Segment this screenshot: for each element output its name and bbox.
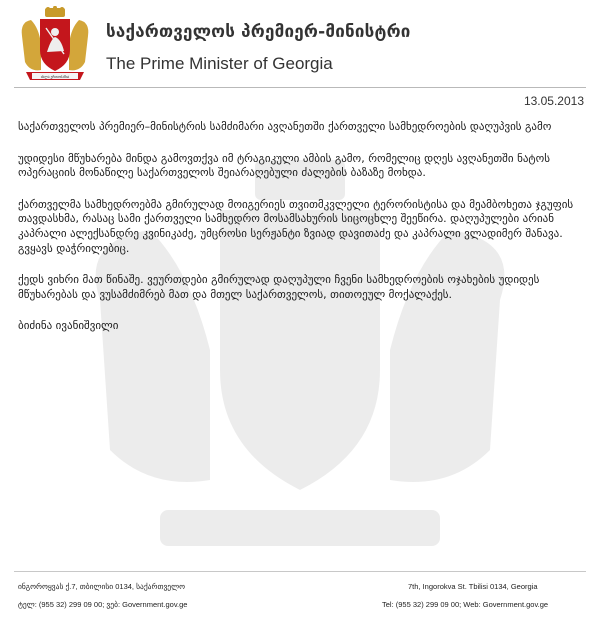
document-title: საქართველოს პრემიერ–მინისტრის სამძიმარი ავღანეთში ქართველი სამხედროების დაღუპვის გამო [18,120,552,133]
footer-divider [14,571,586,572]
title-georgian: საქართველოს პრემიერ-მინისტრი [106,22,411,42]
letterhead [0,0,600,90]
header-divider [14,87,586,88]
footer-contacts-georgian: ტელ: (955 32) 299 09 00; ვებ: Government.gov.ge [18,600,188,609]
paragraph-3: ქედს ვიხრი მათ წინაშე. ვეურთდები გმირულად დაღუპული ჩვენი სამხედროების ოჯახების უდიდეს მწუხარებას და ვუსამძიმრებ მათ და მთელ საქართველოს, თითოეულ მოქალაქეს. [18,273,540,301]
footer-address-georgian: ინგოროყვას ქ.7, თბილისი 0134, საქართველო [18,582,185,591]
footer-contacts-english: Tel: (955 32) 299 09 00; Web: Government.gov.ge [382,600,549,609]
signature: ბიძინა ივანიშვილი [18,319,119,333]
document-body [18,120,583,351]
title-english: The Prime Minister of Georgia [106,54,333,73]
coat-of-arms-emblem [16,6,94,86]
footer-address-english: 7th, Ingorokva St. Tbilisi 0134, Georgia [408,582,538,591]
paragraph-1: უდიდესი მწუხარება მინდა გამოვთქვა იმ ტრაგიკული ამბის გამო, რომელიც დღეს ავღანეთში ნატოს ოპერაციის მონაწილე საქართველოს შეიარაღებული ძალების ბაზაზე მოხდა. [18,151,550,180]
emblem-ribbon-text: ძალა ერთობაშია [40,74,70,79]
document-date: 13.05.2013 [523,94,584,108]
paragraph-2: ქართველმა სამხედროებმა გმირულად მოიგერიეს თვითმკვლელი ტერორისტისა და მეამბოხეთა ჯგუფის თავდასხმა, რასაც სამი ქართველი სამხედრო მოსამსახურის სიცოცხლე შეეწირა. დაღუპულები არიან კაპრალი ალექსანდრე კვინიკაძე, უმცროსი სერჟანტი ზვიად დავითაძე და კაპრალი ვლადიმერ შანავა. გვყავს დაჭრილებიც. [18,197,574,255]
